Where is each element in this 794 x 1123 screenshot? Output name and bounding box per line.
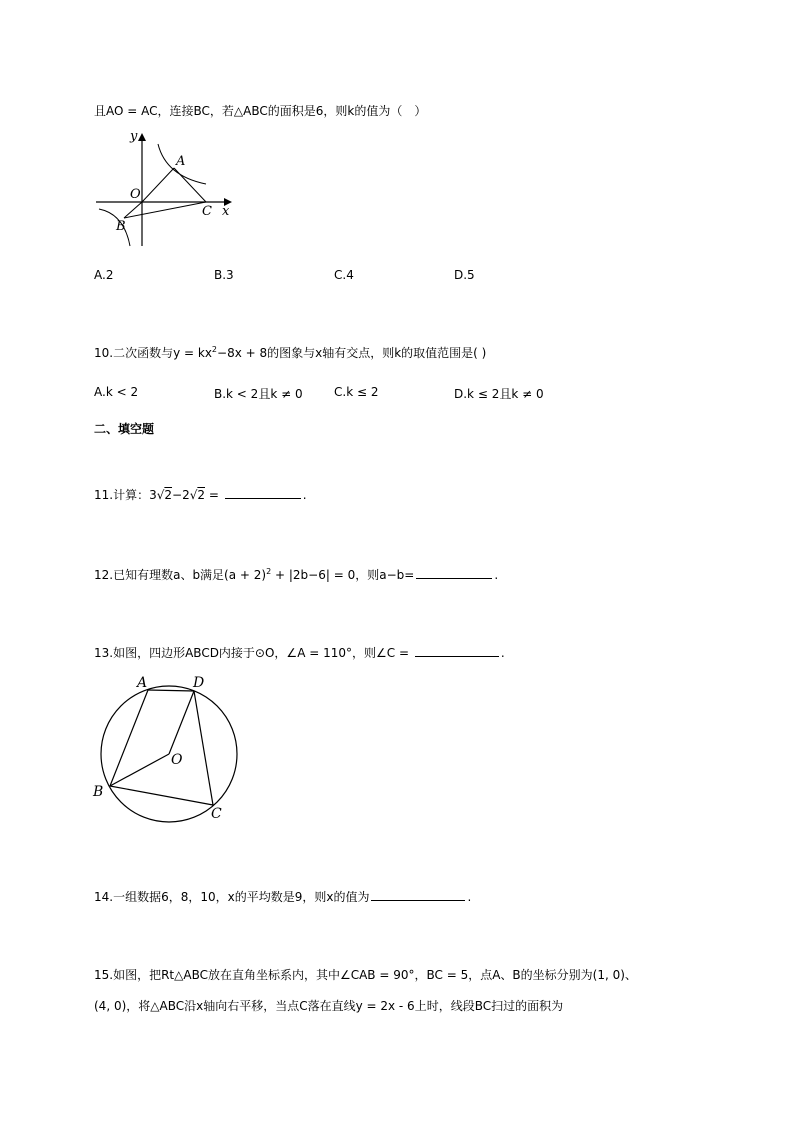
q15-line-1: 15.如图，把Rt△ABC放在直角坐标系内，其中∠CAB = 90°，BC = 5，点A、B的坐标分别为(1, 0)、 — [94, 968, 637, 982]
q13-end: . — [500, 646, 505, 660]
q9-figure — [94, 128, 244, 253]
q11-suffix: = — [205, 488, 223, 502]
q13-answer-blank[interactable] — [415, 644, 499, 657]
q14-stem — [94, 888, 471, 905]
side-dc — [194, 691, 213, 805]
q15-line-2: (4, 0)，将△ABC沿x轴向右平移，当点C落在直线y = 2x - 6上时，线段BC扫过的面积为 — [94, 999, 564, 1013]
label-a: A — [137, 675, 148, 691]
q12-prefix: 12.已知有理数a、b满足(a + 2) — [94, 568, 267, 582]
q12-end: . — [494, 568, 499, 582]
q10-option-d: D.k ≤ 2且k ≠ 0 — [454, 387, 544, 401]
segment-ac — [174, 168, 206, 202]
q13-stem — [94, 644, 505, 661]
q10-exponent: 2 — [211, 345, 218, 354]
q12-exponent: 2 — [266, 567, 272, 576]
q12-answer-blank[interactable] — [416, 566, 492, 579]
y-axis-arrow — [138, 133, 146, 141]
q12-suffix: + |2b−6| = 0，则a−b= — [271, 568, 415, 582]
q14-text: 14.一组数据6，8，10，x的平均数是9，则x的值为 — [94, 890, 370, 904]
radius-od — [169, 691, 194, 754]
q11-stem — [94, 486, 307, 503]
segment-bc — [124, 202, 206, 218]
label-a: A — [176, 154, 186, 169]
q11-end: . — [302, 488, 307, 502]
q9-option-a: A.2 — [94, 268, 114, 282]
q10-suffix: −8x + 8的图象与x轴有交点，则k的取值范围是( ) — [217, 346, 487, 360]
q11-answer-blank[interactable] — [225, 486, 301, 499]
label-d: D — [193, 675, 205, 691]
q13-text: 13.如图，四边形ABCD内接于⊙O，∠A = 110°，则∠C = — [94, 646, 413, 660]
q10-stem — [94, 345, 486, 363]
label-o: O — [171, 752, 183, 768]
q9-option-b: B.3 — [214, 268, 234, 282]
q14-end: . — [467, 890, 472, 904]
q10-option-c: C.k ≤ 2 — [334, 385, 379, 399]
q12-stem — [94, 566, 498, 585]
q11-radicand-1: 2 — [164, 488, 173, 502]
q9-stem: 且AO = AC，连接BC，若△ABC的面积是6，则k的值为（ ） — [94, 104, 427, 118]
side-ab — [110, 690, 148, 786]
label-x: x — [222, 204, 230, 219]
segment-ob — [124, 202, 142, 218]
q9-option-c: C.4 — [334, 268, 354, 282]
q11-mid: −2√ — [172, 488, 198, 502]
q13-figure — [90, 670, 250, 825]
label-y: y — [130, 129, 138, 144]
q9-option-d: D.5 — [454, 268, 475, 282]
label-c: C — [202, 204, 212, 219]
label-o: O — [130, 187, 141, 202]
q10-option-a: A.k < 2 — [94, 385, 139, 399]
q11-prefix: 11.计算：3√ — [94, 488, 165, 502]
label-b: B — [93, 784, 104, 800]
side-ad — [148, 690, 194, 691]
q14-answer-blank[interactable] — [371, 888, 465, 901]
segment-oa — [142, 168, 174, 202]
q10-option-b: B.k < 2且k ≠ 0 — [214, 387, 303, 401]
section-heading-fill-blank: 二、填空题 — [94, 422, 155, 436]
radius-ob — [110, 754, 169, 786]
side-bc — [110, 786, 213, 805]
q10-prefix: 10.二次函数与y = kx — [94, 346, 212, 360]
q11-radicand-2: 2 — [197, 488, 205, 502]
label-c: C — [211, 806, 222, 822]
label-b: B — [116, 219, 126, 234]
